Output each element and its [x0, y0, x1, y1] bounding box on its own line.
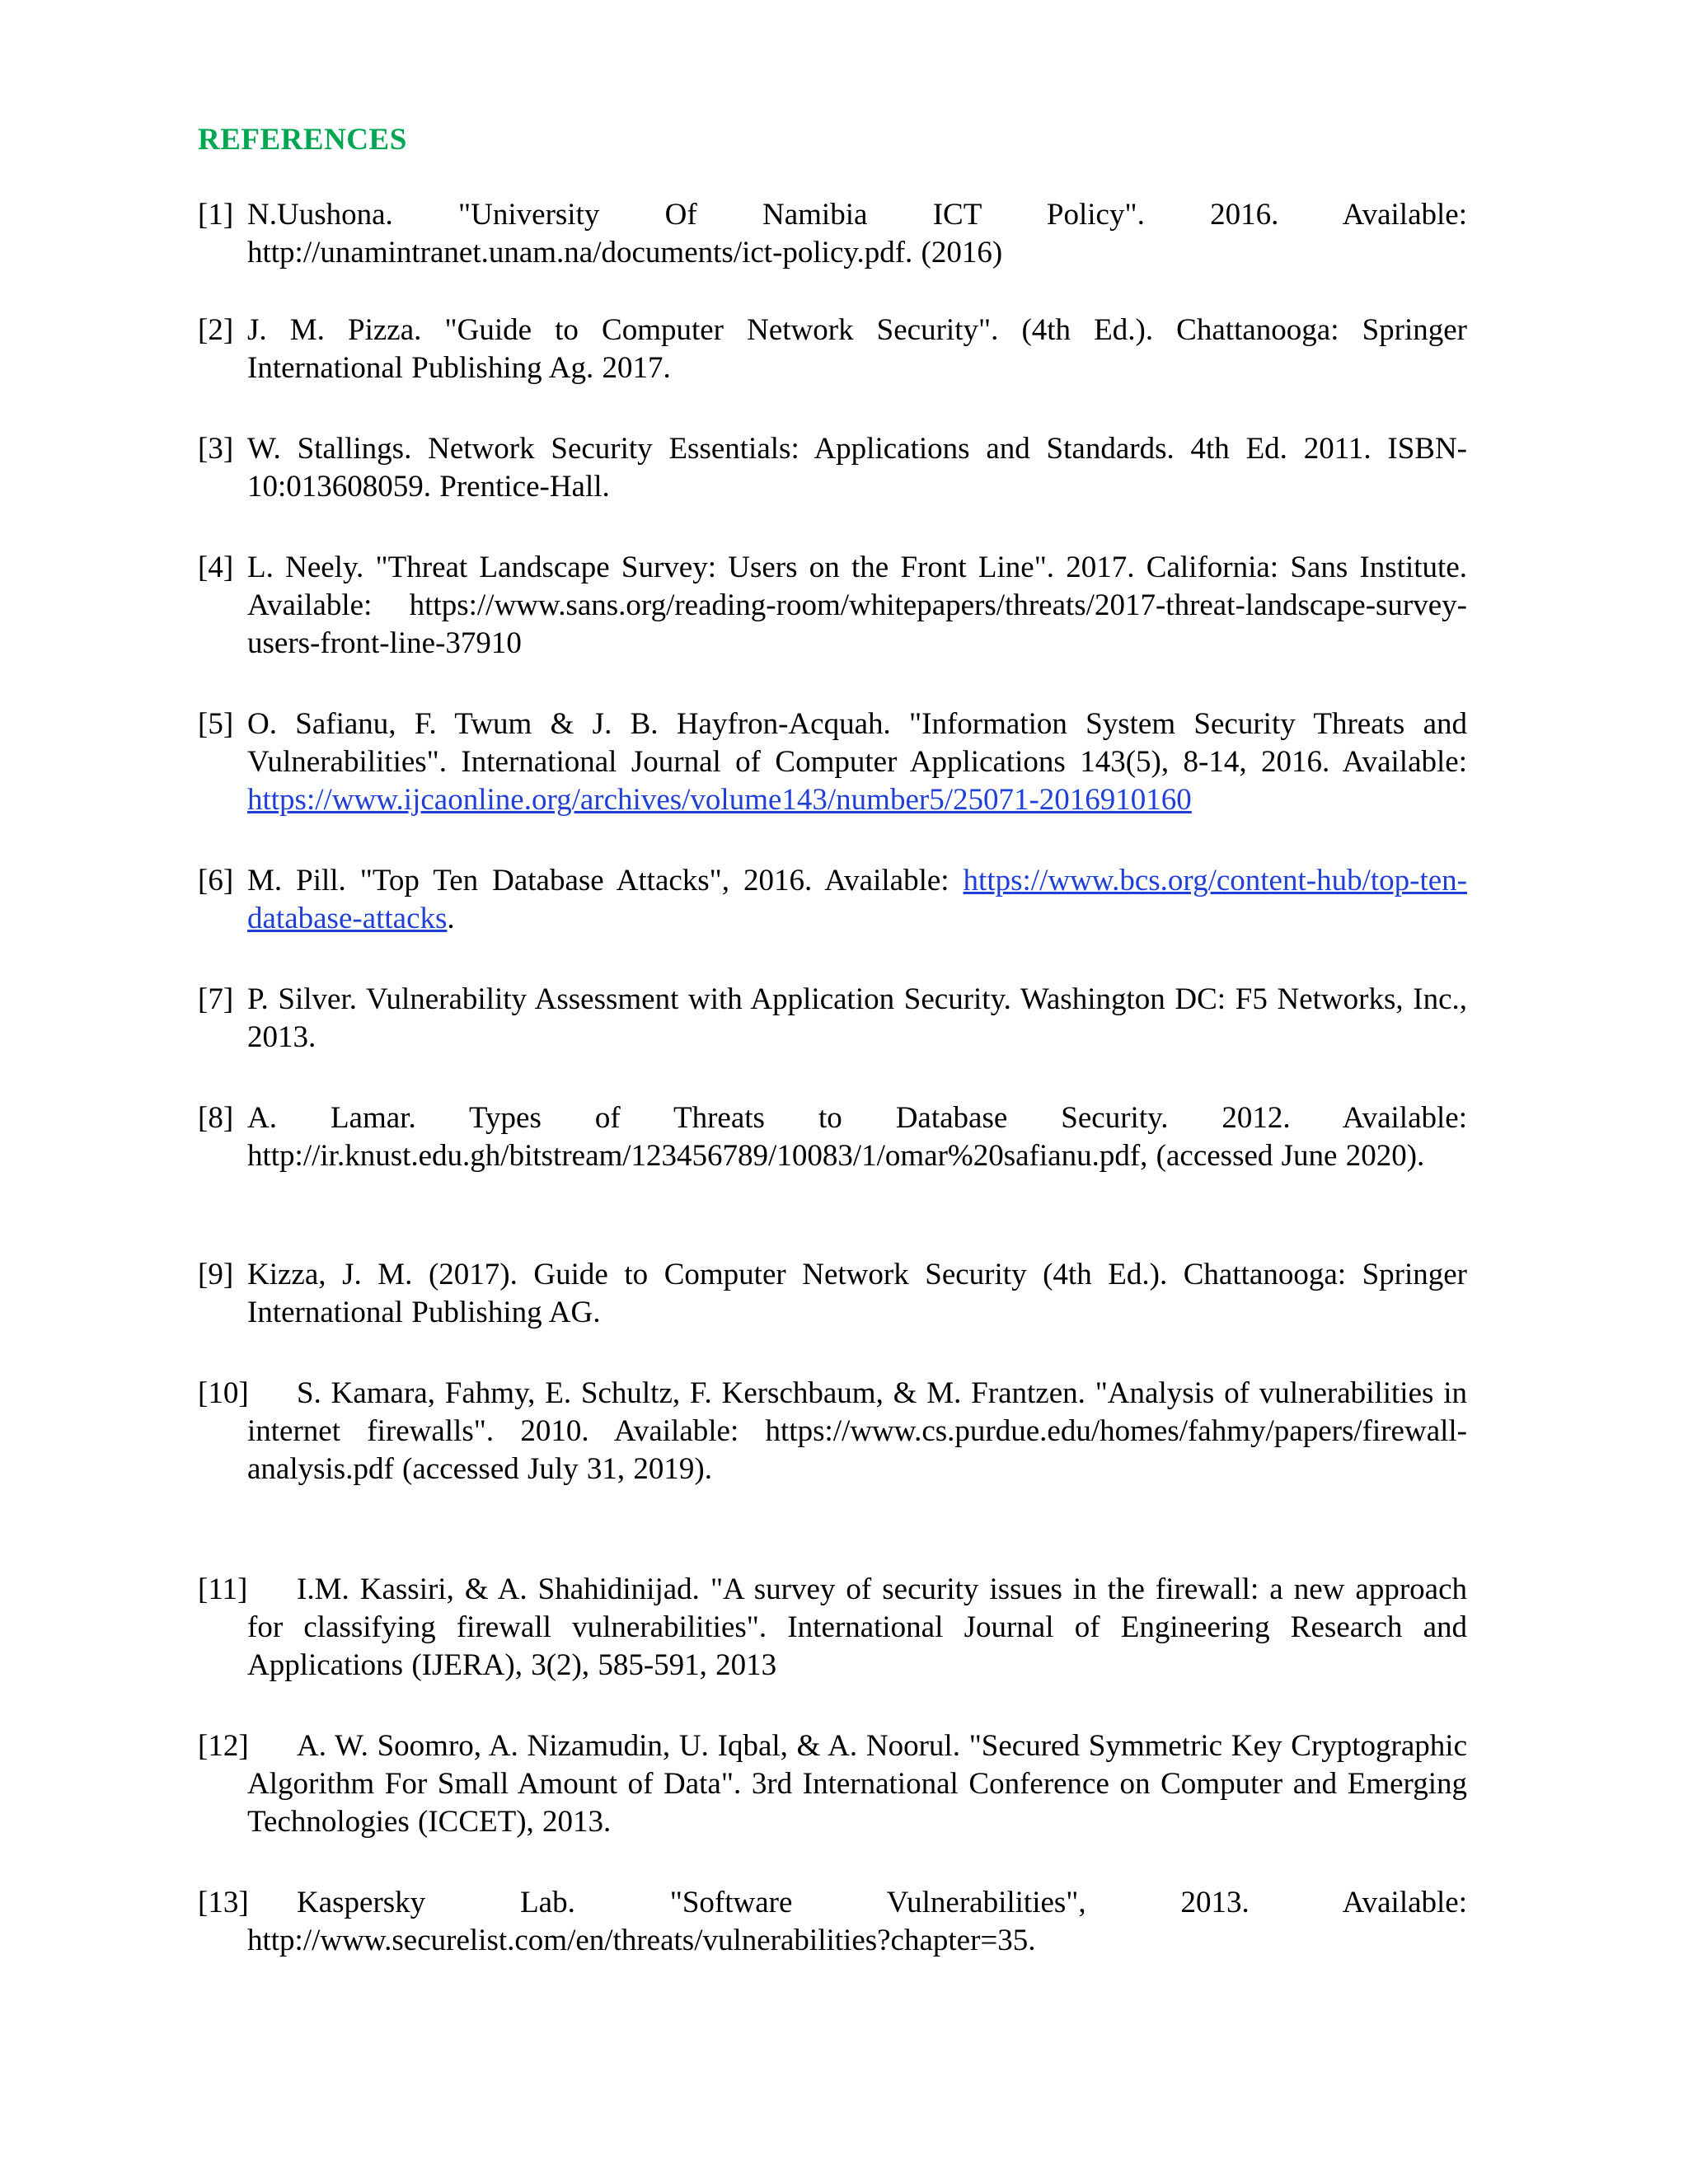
reference-item — [198, 1727, 1467, 1841]
reference-line — [198, 1099, 1467, 1137]
reference-text: I.M. Kassiri, & A. Shahidinijad. "A survey of security issues in the firewall: a new approach for classifying firewall vulnerabilities". International Journal of Engineering Research and Applications (IJERA), 3(2), 585-591, 2013 — [247, 1572, 1467, 1682]
reference-item — [198, 1884, 1467, 1960]
reference-number: [3] — [198, 432, 234, 466]
reference-text: S. Kamara, Fahmy, E. Schultz, F. Kerschbaum, & M. Frantzen. "Analysis of vulnerabilities in internet firewalls". 2010. Available: https://www.cs.purdue.edu/homes/fahmy/papers/firewall-analysis.pdf (accessed July 31, 2019). — [247, 1376, 1467, 1486]
reference-item — [198, 312, 1467, 387]
reference-text: O. Safianu, F. Twum & J. B. Hayfron-Acquah. "Information System Security Threats and Vulnerabilities". International Journal of Computer Applications 143(5), 8-14, 2016. Available: — [247, 707, 1467, 779]
reference-number: [2] — [198, 313, 234, 347]
reference-text-end: . — [447, 902, 455, 935]
reference-number: [13] — [198, 1886, 249, 1919]
reference-text: http://ir.knust.edu.gh/bitstream/123456789/10083/1/omar%20safianu.pdf, (accessed June 2020). — [247, 1139, 1425, 1173]
reference-text: W. Stallings. Network Security Essentials: Applications and Standards. 4th Ed. 2011. ISBN-10:013608059. Prentice-Hall. — [247, 432, 1467, 504]
reference-item — [198, 1099, 1467, 1175]
reference-text: N.Uushona. "University Of Namibia ICT Policy". 2016. Available: — [247, 198, 1467, 232]
reference-item — [198, 196, 1467, 272]
reference-text: Kizza, J. M. (2017). Guide to Computer Network Security (4th Ed.). Chattanooga: Springer International Publishing AG. — [247, 1258, 1467, 1329]
reference-text: A. W. Soomro, A. Nizamudin, U. Iqbal, & A. Noorul. "Secured Symmetric Key Cryptographic Algorithm For Small Amount of Data". 3rd International Conference on Computer and Emerging Technologies (ICCET), 2013. — [247, 1729, 1467, 1839]
reference-item — [198, 981, 1467, 1057]
reference-line — [198, 196, 1467, 234]
reference-text: P. Silver. Vulnerability Assessment with Application Security. Washington DC: F5 Networks, Inc., 2013. — [247, 982, 1467, 1054]
references-heading: REFERENCES — [198, 123, 407, 157]
reference-item — [198, 1571, 1467, 1685]
reference-text: J. M. Pizza. "Guide to Computer Network Security". (4th Ed.). Chattanooga: Springer International Publishing Ag. 2017. — [247, 313, 1467, 385]
reference-text: M. Pill. "Top Ten Database Attacks", 2016. Available: — [247, 864, 964, 898]
reference-item — [198, 549, 1467, 663]
reference-number: [12] — [198, 1729, 249, 1763]
reference-number: [10] — [198, 1376, 249, 1410]
reference-text: http://unamintranet.unam.na/documents/ict-policy.pdf. (2016) — [247, 236, 1003, 269]
reference-item — [198, 430, 1467, 506]
reference-number: [1] — [198, 198, 234, 232]
reference-item — [198, 1256, 1467, 1332]
reference-number: [5] — [198, 707, 234, 741]
references-page — [198, 0, 1467, 2184]
reference-text: A. Lamar. Types of Threats to Database Security. 2012. Available: — [247, 1101, 1467, 1135]
reference-text: Kaspersky Lab. "Software Vulnerabilities", 2013. Available: — [297, 1886, 1467, 1919]
reference-text: L. Neely. "Threat Landscape Survey: Users on the Front Line". 2017. California: Sans Institute. Available: https://www.sans.org/reading-room/whitepapers/threats/2017-threat-landscape-survey-users-front-line-37910 — [247, 551, 1467, 660]
reference-number: [7] — [198, 982, 234, 1016]
reference-number: [11] — [198, 1572, 248, 1606]
reference-item — [198, 705, 1467, 819]
reference-line — [198, 1884, 1467, 1922]
reference-number: [4] — [198, 551, 234, 584]
reference-item — [198, 1375, 1467, 1488]
reference-number: [9] — [198, 1258, 234, 1291]
reference-link[interactable]: https://www.bcs.org/content-hub/top-ten-database-attacks — [247, 864, 1467, 935]
reference-text: http://www.securelist.com/en/threats/vulnerabilities?chapter=35. — [247, 1924, 1036, 1957]
reference-number: [6] — [198, 864, 234, 898]
reference-item — [198, 862, 1467, 938]
reference-number: [8] — [198, 1101, 234, 1135]
reference-link[interactable]: https://www.ijcaonline.org/archives/volume143/number5/25071-2016910160 — [247, 783, 1192, 817]
